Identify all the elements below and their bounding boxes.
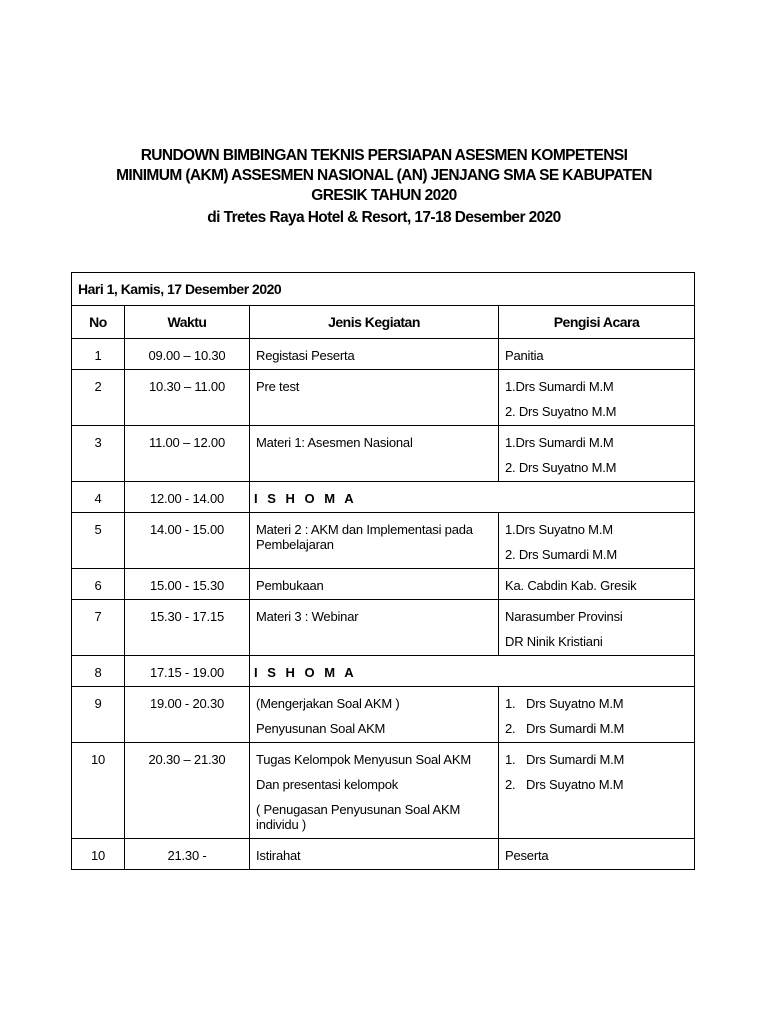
cell-pengisi-acara — [499, 839, 695, 870]
cell-no: 9 — [72, 687, 125, 743]
table-row — [72, 339, 695, 370]
cell-waktu: 12.00 - 14.00 — [125, 482, 250, 513]
cell-jenis-kegiatan — [250, 426, 499, 482]
cell-ishoma: I S H O M A — [250, 482, 695, 513]
cell-no: 7 — [72, 600, 125, 656]
cell-ishoma: I S H O M A — [250, 656, 695, 687]
cell-jenis-kegiatan — [250, 513, 499, 569]
activity-text: Tugas Kelompok Menyusun Soal AKM — [256, 752, 471, 767]
speaker-name: Drs Sumardi M.M — [526, 752, 625, 767]
header-jenis-kegiatan: Jenis Kegiatan — [250, 306, 499, 339]
speaker-list-item — [505, 777, 688, 792]
table-row — [72, 569, 695, 600]
activity-text: ( Penugasan Penyusunan Soal AKM individu ) — [256, 802, 461, 832]
column-header-row — [72, 306, 695, 339]
title-line-2: MINIMUM (AKM) ASSESMEN NASIONAL (AN) JENJANG SMA SE KABUPATEN — [116, 167, 652, 184]
cell-waktu: 11.00 – 12.00 — [125, 426, 250, 482]
speaker-text: 1.Drs Suyatno M.M — [505, 522, 613, 537]
rundown-table — [71, 272, 695, 870]
cell-jenis-kegiatan — [250, 839, 499, 870]
table-row — [72, 656, 695, 687]
activity-text: Penyusunan Soal AKM — [256, 721, 386, 736]
activity-text: Dan presentasi kelompok — [256, 777, 399, 792]
table-row — [72, 482, 695, 513]
speaker-text: DR Ninik Kristiani — [505, 634, 603, 649]
cell-waktu: 20.30 – 21.30 — [125, 743, 250, 839]
list-number: 1. — [505, 752, 516, 767]
list-number: 2. — [505, 777, 516, 792]
cell-no: 4 — [72, 482, 125, 513]
activity-text: Materi 2 : AKM dan Implementasi pada Pembelajaran — [256, 522, 473, 552]
speaker-text: 2. Drs Suyatno M.M — [505, 404, 617, 419]
speaker-list-item — [505, 721, 688, 736]
cell-pengisi-acara — [499, 339, 695, 370]
table-row — [72, 426, 695, 482]
cell-pengisi-acara — [499, 426, 695, 482]
cell-no: 10 — [72, 743, 125, 839]
cell-jenis-kegiatan — [250, 743, 499, 839]
activity-text: Materi 1: Asesmen Nasional — [256, 435, 413, 450]
speaker-name: Drs Suyatno M.M — [526, 696, 624, 711]
cell-pengisi-acara — [499, 743, 695, 839]
table-row — [72, 513, 695, 569]
table-row — [72, 370, 695, 426]
cell-pengisi-acara — [499, 569, 695, 600]
cell-waktu: 17.15 - 19.00 — [125, 656, 250, 687]
cell-waktu: 14.00 - 15.00 — [125, 513, 250, 569]
cell-pengisi-acara — [499, 513, 695, 569]
activity-text: Pembukaan — [256, 578, 324, 593]
activity-text: Istirahat — [256, 848, 301, 863]
speaker-text: Narasumber Provinsi — [505, 609, 623, 624]
cell-waktu: 09.00 – 10.30 — [125, 339, 250, 370]
header-waktu: Waktu — [125, 306, 250, 339]
activity-text: Registasi Peserta — [256, 348, 355, 363]
cell-no: 3 — [72, 426, 125, 482]
activity-text: Pre test — [256, 379, 300, 394]
cell-jenis-kegiatan — [250, 339, 499, 370]
table-row — [72, 839, 695, 870]
cell-jenis-kegiatan — [250, 370, 499, 426]
speaker-text: Panitia — [505, 348, 544, 363]
speaker-list-item — [505, 752, 688, 767]
cell-no: 10 — [72, 839, 125, 870]
cell-pengisi-acara — [499, 600, 695, 656]
speaker-name: Drs Sumardi M.M — [526, 721, 625, 736]
header-no: No — [72, 306, 125, 339]
day-header-row — [72, 273, 695, 306]
day-label: Hari 1, Kamis, 17 Desember 2020 — [72, 273, 695, 306]
title-line-3: GRESIK TAHUN 2020 — [311, 187, 457, 204]
cell-jenis-kegiatan — [250, 687, 499, 743]
header-pengisi-acara: Pengisi Acara — [499, 306, 695, 339]
document-title — [0, 146, 768, 228]
speaker-text: 2. Drs Sumardi M.M — [505, 547, 617, 562]
speaker-list-item — [505, 696, 688, 711]
cell-no: 6 — [72, 569, 125, 600]
cell-pengisi-acara — [499, 687, 695, 743]
table-row — [72, 743, 695, 839]
speaker-name: Drs Suyatno M.M — [526, 777, 624, 792]
cell-waktu: 15.30 - 17.15 — [125, 600, 250, 656]
table-row — [72, 687, 695, 743]
cell-jenis-kegiatan — [250, 569, 499, 600]
cell-no: 8 — [72, 656, 125, 687]
activity-text: (Mengerjakan Soal AKM ) — [256, 696, 400, 711]
speaker-text: Ka. Cabdin Kab. Gresik — [505, 578, 637, 593]
activity-text: Materi 3 : Webinar — [256, 609, 359, 624]
speaker-text: Peserta — [505, 848, 549, 863]
list-number: 1. — [505, 696, 516, 711]
cell-no: 5 — [72, 513, 125, 569]
cell-jenis-kegiatan — [250, 600, 499, 656]
cell-pengisi-acara — [499, 370, 695, 426]
speaker-text: 1.Drs Sumardi M.M — [505, 435, 614, 450]
cell-waktu: 15.00 - 15.30 — [125, 569, 250, 600]
cell-no: 2 — [72, 370, 125, 426]
list-number: 2. — [505, 721, 516, 736]
cell-waktu: 21.30 - — [125, 839, 250, 870]
table-row — [72, 600, 695, 656]
speaker-text: 2. Drs Suyatno M.M — [505, 460, 617, 475]
cell-waktu: 19.00 - 20.30 — [125, 687, 250, 743]
cell-waktu: 10.30 – 11.00 — [125, 370, 250, 426]
title-line-1: RUNDOWN BIMBINGAN TEKNIS PERSIAPAN ASESMEN KOMPETENSI — [140, 147, 628, 164]
cell-no: 1 — [72, 339, 125, 370]
title-venue-date: di Tretes Raya Hotel & Resort, 17-18 Desember 2020 — [207, 209, 561, 226]
speaker-text: 1.Drs Sumardi M.M — [505, 379, 614, 394]
